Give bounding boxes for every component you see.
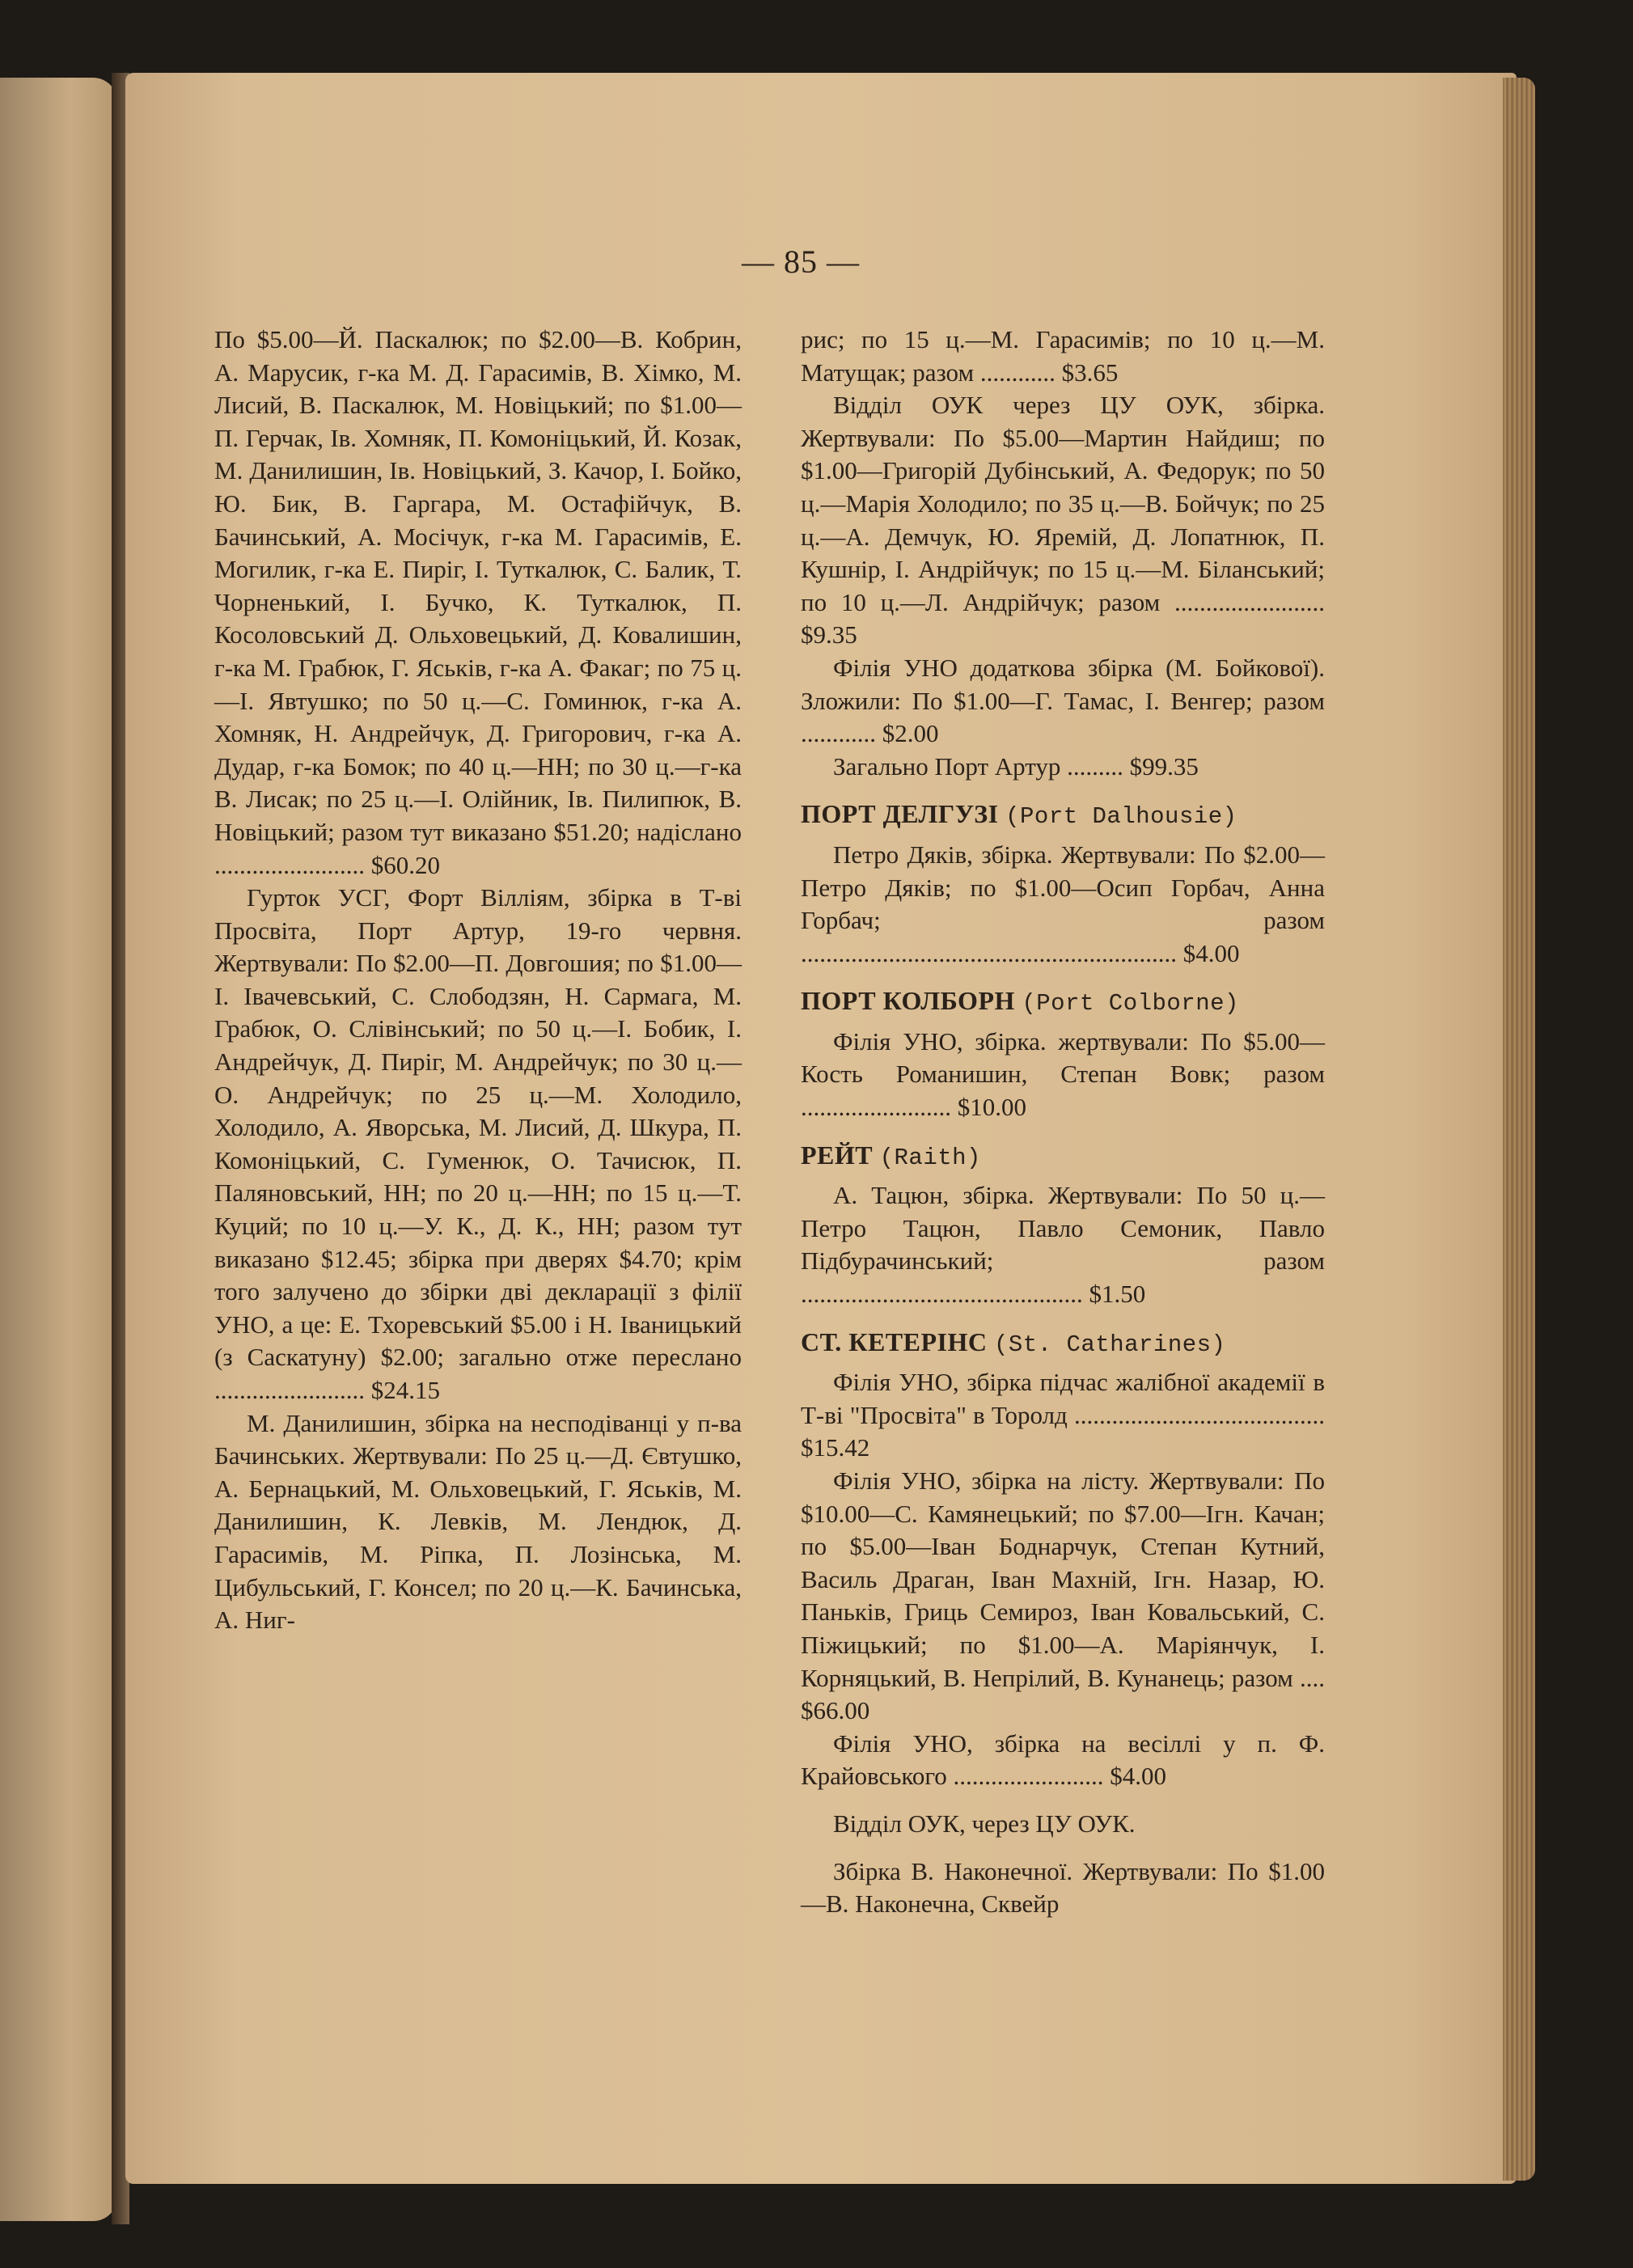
section-heading: ПОРТ КОЛБОРН (Port Colborne) xyxy=(801,986,1239,1018)
page-number: — 85 — xyxy=(742,243,860,280)
paragraph: Загально Порт Артур ......... $99.35 xyxy=(833,751,1199,781)
paragraph: Відділ ОУК через ЦУ ОУК, збірка. Жертвували: По $5.00—Мартин Найдиш; по $1.00—Григорій Дубінський, А. Федорук; по 50 ц.—Марія Холодило; по 35 ц.—В. Бойчук; по 25 ц.—А. Демчук, Ю. Яремій, Д. Лопатнюк, П. Кушнір, І. Андрійчук; по 15 ц.—М. Біланський; по 10 ц.—Л. Андрійчук; разом ........................ $9.35 xyxy=(801,391,1325,650)
left-page-edge xyxy=(0,78,117,2221)
paragraph: рис; по 15 ц.—М. Гарасимів; по 10 ц.—М. Матущак; разом ............ $3.65 xyxy=(801,325,1325,387)
left-column xyxy=(214,324,742,1637)
paragraph: А. Тацюн, збірка. Жертвували: По 50 ц.—Петро Тацюн, Павло Семоник, Павло Підбурачинський; разом ............................................. $1.50 xyxy=(801,1181,1325,1309)
paragraph: Збірка В. Наконечної. Жертвували: По $1.00—В. Наконечна, Сквейр xyxy=(801,1856,1325,1919)
paragraph: Філія УНО, збірка. жертвували: По $5.00—Кость Романишин, Степан Вовк; разом ........................ $10.00 xyxy=(801,1026,1325,1122)
section-heading: ПОРТ ДЕЛГУЗІ (Port Dalhousie) xyxy=(801,799,1237,831)
paragraph: Філія УНО, збірка підчас жалібної академії в Т-ві "Просвіта" в Торолд ........................................ $15.42 xyxy=(801,1368,1325,1462)
paragraph: Відділ ОУК, через ЦУ ОУК. xyxy=(833,1809,1136,1838)
paragraph: По $5.00—Й. Паскалюк; по $2.00—В. Кобрин, А. Марусик, г-ка М. Д. Гарасимів, В. Хімко, М. Лисий, В. Паскалюк, М. Новіцький; по $1.00—П. Герчак, Ів. Хомняк, П. Комоніцький, Й. Козак, М. Данилишин, Ів. Новіцький, З. Качор, І. Бойко, Ю. Бик, В. Гаргара, М. Остафійчук, В. Бачинський, А. Мосічук, г-ка М. Гарасимів, Е. Могилик, г-ка Е. Пиріг, І. Туткалюк, С. Балик, Т. Чорненький, І. Бучко, К. Туткалюк, П. Косоловський Д. Ольховецький, Д. Ковалишин, г-ка М. Грабюк, Г. Яськів, г-ка А. Факаг; по 75 ц.—І. Явтушко; по 50 ц.—С. Гоминюк, г-ка А. Хомняк, Н. Андрейчук, Д. Григорович, г-ка А. Дудар, г-ка Бомок; по 40 ц.—НН; по 30 ц.—г-ка В. Лисак; по 25 ц.—І. Олійник, Ів. Пилипюк, В. Новіцький; разом тут виказано $51.20; надіслано ........................ $60.20 xyxy=(214,325,742,879)
page-stack-edge xyxy=(1503,78,1535,2181)
paragraph: Петро Дяків, збірка. Жертвували: По $2.00—Петро Дяків; по $1.00—Осип Горбач, Анна Горбач; разом ............................................................ $4.00 xyxy=(801,840,1325,967)
paragraph: Філія УНО додаткова збірка (М. Бойкової). Зложили: По $1.00—Г. Тамас, І. Венгер; разом ............ $2.00 xyxy=(801,653,1325,748)
paragraph: Філія УНО, збірка на лісту. Жертвували: По $10.00—С. Камянецький; по $7.00—Ігн. Качан; по $5.00—Іван Боднарчук, Степан Кутний, Василь Драган, Іван Махній, Ігн. Назар, Ю. Паньків, Гриць Семироз, Іван Ковальський, С. Піжицький; по $1.00—А. Маріянчук, І. Корняцький, В. Непрілий, В. Кунанець; разом .... $66.00 xyxy=(801,1466,1325,1725)
section-heading: СТ. КЕТЕРІНС (St. Catharines) xyxy=(801,1327,1226,1358)
paragraph: Гурток УСГ, Форт Вілліям, збірка в Т-ві Просвіта, Порт Артур, 19-го червня. Жертвували: По $2.00—П. Довгошия; по $1.00—І. Івачевський, С. Слободзян, Н. Сармага, М. Грабюк, О. Слівінський; по 50 ц.—І. Бобик, І. Андрейчук, Д. Пиріг, М. Андрейчук; по 30 ц.—О. Андрейчук; по 25 ц.—М. Холодило, Холодило, А. Яворська, М. Лисий, Д. Шкура, П. Комоніцький, С. Гуменюк, О. Тачисюк, П. Паляновський, НН; по 20 ц.—НН; по 15 ц.—Т. Куций; по 10 ц.—У. К., Д. К., НН; разом тут виказано $12.45; збірка при дверях $4.70; крім того залучено до збірки дві декларації з філії УНО, а це: Е. Тхоревський $5.00 і Н. Іваницький (з Саскатуну) $2.00; загально отже переслано ........................ $24.15 xyxy=(214,883,742,1404)
paragraph: М. Данилишин, збірка на несподіванці у п-ва Бачинських. Жертвували: По 25 ц.—Д. Євтушко, А. Бернацький, М. Ольховецький, Г. Яськів, М. Данилишин, К. Левків, М. Лендюк, Д. Гарасимів, М. Ріпка, П. Лозінська, М. Цибульський, Г. Консел; по 20 ц.—К. Бачинська, А. Ниг- xyxy=(214,1408,742,1635)
paragraph: Філія УНО, збірка на весіллі у п. Ф. Крайовського ........................ $4.00 xyxy=(801,1729,1325,1791)
section-heading: РЕЙТ (Raith) xyxy=(801,1140,981,1171)
right-column xyxy=(801,324,1325,1921)
